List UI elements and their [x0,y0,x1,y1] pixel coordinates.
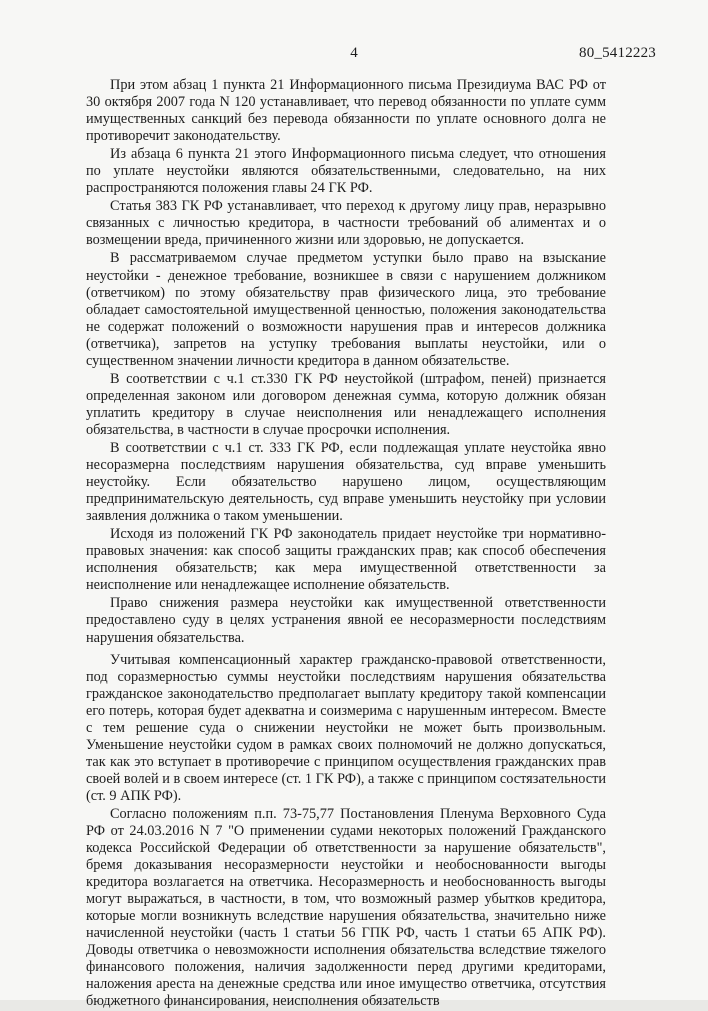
paragraph: В рассматриваемом случае предметом уступки было право на взыскание неустойки - денежное требование, возникшее в связи с нарушением должником (ответчиком) по этому обязательству прав физического лица, это требование обладает самостоятельной имущественной ценностью, положения законодательства не содержат положений о возможности нарушения прав и интересов должника (ответчика), запретов на уступку требования выплаты неустойки, или о существенном значении личности кредитора в данном обязательстве. [86,250,606,369]
paragraph: Учитывая компенсационный характер гражданско-правовой ответственности, под соразмерностью суммы неустойки последствиям нарушения обязательства гражданское законодательство предполагает выплату кредитору такой компенсации его потерь, которая будет адекватна и соизмерима с нарушенным интересом. Вместе с тем решение суда о снижении неустойки не может быть произвольным. Уменьшение неустойки судом в рамках своих полномочий не должно допускаться, так как это вступает в противоречие с принципом осуществления гражданских прав своей волей и в своем интересе (ст. 1 ГК РФ), а также с принципом состязательности (ст. 9 АПК РФ). [86,651,606,804]
document-id: 80_5412223 [579,45,656,61]
document-body [86,77,606,1011]
paragraph: При этом абзац 1 пункта 21 Информационного письма Президиума ВАС РФ от 30 октября 2007 года N 120 устанавливает, что перевод обязанности по уплате сумм имущественных санкций без перевода обязанности по уплате основного долга не противоречит законодательству. [86,77,606,145]
paragraph: Статья 383 ГК РФ устанавливает, что переход к другому лицу прав, неразрывно связанных с личностью кредитора, в частности требований об алиментах и о возмещении вреда, причиненного жизни или здоровью, не допускается. [86,198,606,249]
paragraph: Право снижения размера неустойки как имущественной ответственности предоставлено суду в целях устранения явной ее несоразмерности последствиям нарушения обязательства. [86,595,606,646]
paragraph: Из абзаца 6 пункта 21 этого Информационного письма следует, что отношения по уплате неустойки являются обязательственными, следовательно, на них распространяются положения главы 24 ГК РФ. [86,146,606,197]
paragraph: Согласно положениям п.п. 73-75,77 Постановления Пленума Верховного Суда РФ от 24.03.2016 N 7 "О применении судами некоторых положений Гражданского кодекса Российской Федерации об ответственности за нарушение обязательств", бремя доказывания несоразмерности неустойки и необоснованности выгоды кредитора возлагается на ответчика. Несоразмерность и необоснованность выгоды могут выражаться, в частности, в том, что возможный размер убытков кредитора, которые могли возникнуть вследствие нарушения обязательства, значительно ниже начисленной неустойки (часть 1 статьи 56 ГПК РФ, часть 1 статьи 65 АПК РФ). Доводы ответчика о невозможности исполнения обязательства вследствие тяжелого финансового положения, наличия задолженности перед другими кредиторами, наложения ареста на денежные средства или иное имущество ответчика, отсутствия бюджетного финансирования, неисполнения обязательств [86,805,606,1010]
page-number: 4 [350,45,358,61]
paragraph: В соответствии с ч.1 ст. 333 ГК РФ, если подлежащая уплате неустойка явно несоразмерна последствиям нарушения обязательства, суд вправе уменьшить неустойку. Если обязательство нарушено лицом, осуществляющим предпринимательскую деятельность, суд вправе уменьшить неустойку при условии заявления должника о таком уменьшении. [86,439,606,525]
paragraph: Исходя из положений ГК РФ законодатель придает неустойке три нормативно-правовых значения: как способ защиты гражданских прав; как способ обеспечения исполнения обязательств; как мера имущественной ответственности за неисполнение или ненадлежащее исполнение обязательств. [86,526,606,594]
paragraph: В соответствии с ч.1 ст.330 ГК РФ неустойкой (штрафом, пеней) признается определенная законом или договором денежная сумма, которую должник обязан уплатить кредитору в случае неисполнения или ненадлежащего исполнения обязательства, в частности в случае просрочки исполнения. [86,370,606,438]
